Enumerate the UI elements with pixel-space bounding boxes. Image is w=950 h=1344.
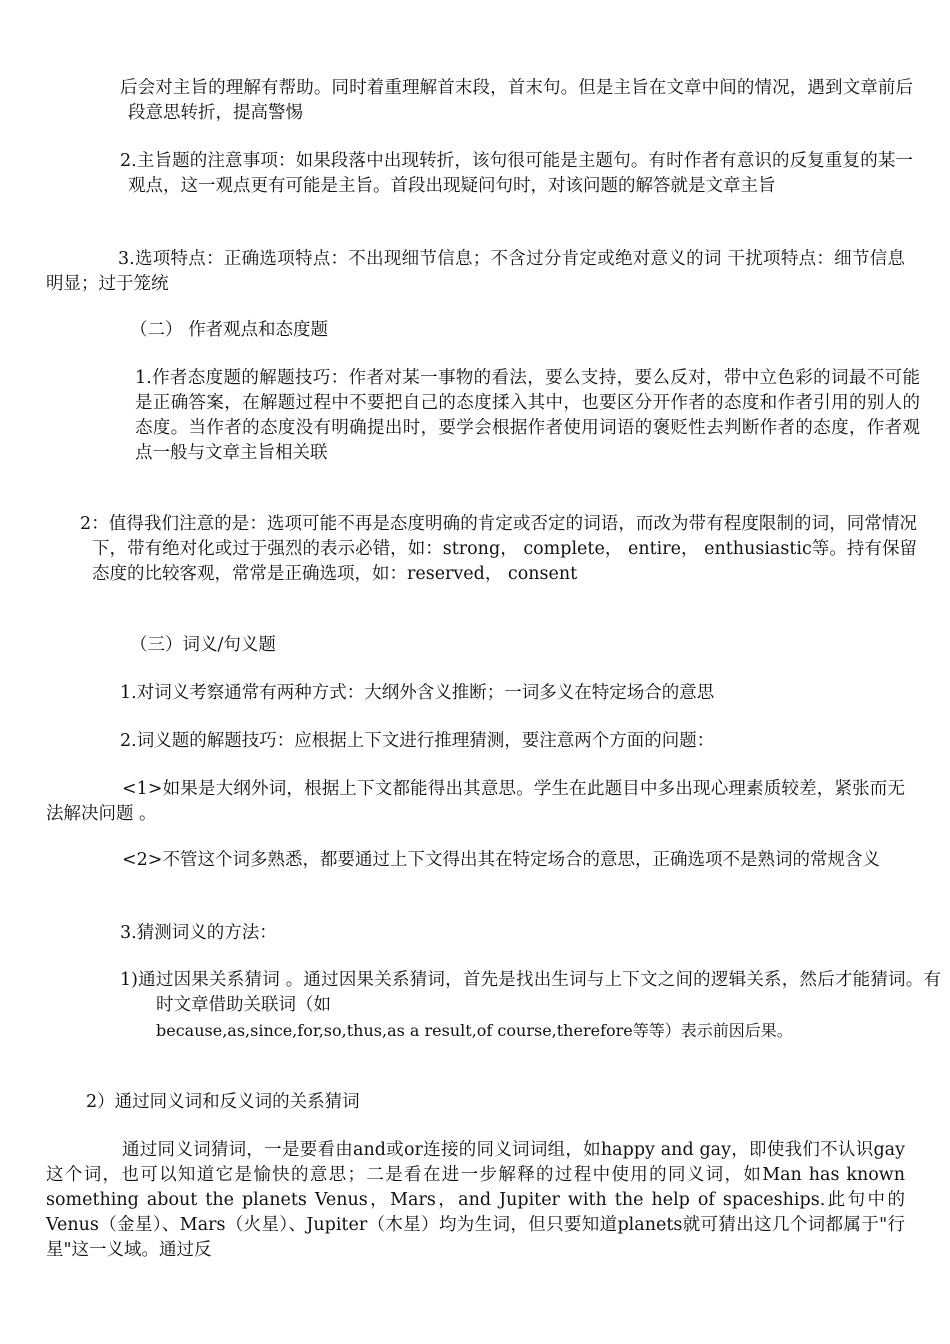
- text: 3.猜测词义的方法：: [120, 923, 277, 943]
- paragraph-synonym-heading: [86, 1090, 905, 1115]
- paragraph-word-meaning-technique: [120, 729, 905, 754]
- section-heading-author-attitude: [120, 318, 915, 343]
- text: 后会对主旨的理解有帮助。同时着重理解首末段，首末句。但是主旨在文章中间的情况，遇到文章前后段意思转折，提高警惕: [120, 78, 913, 123]
- text: （三）词义/句义题: [130, 635, 276, 655]
- text: 通过同义词猜词，一是要看由and或or连接的同义词词组，如happy and gay，即使我们不认识gay这个词，也可以知道它是愉快的意思；二是看在进一步解释的过程中使用的同义词，如Man has known something about the planets Venus，Mars，and Jupiter with the help of spaceships.此句中的Venus（金星）、Mars（火星）、Jupiter（木星）均为生词，但只要知道planets就可猜出这几个词都属于"行星"这一义域。通过反: [46, 1140, 905, 1260]
- text: because,as,since,for,so,thus,as a result,of course,therefore等等）表示前因后果。: [156, 1021, 793, 1040]
- paragraph-word-meaning-ways: [120, 681, 905, 706]
- section-heading-word-meaning: [120, 633, 915, 658]
- paragraph-attitude-notes: [80, 512, 917, 587]
- paragraph-note-2: [46, 848, 905, 873]
- paragraph-note-1: [46, 777, 905, 827]
- text: （二） 作者观点和态度题: [130, 320, 329, 340]
- paragraph-guess-methods: [120, 921, 905, 946]
- text: <2>不管这个词多熟悉，都要通过上下文得出其在特定场合的意思，正确选项不是熟词的常规含义: [122, 850, 880, 870]
- paragraph-synonym-body: [46, 1138, 905, 1263]
- text: 1)通过因果关系猜词 。通过因果关系猜词，首先是找出生词与上下文之间的逻辑关系，然后才能猜词。有时文章借助关联词（如: [120, 970, 941, 1015]
- text: 2.词义题的解题技巧：应根据上下文进行推理猜测，要注意两个方面的问题：: [120, 731, 715, 751]
- text: 2.主旨题的注意事项：如果段落中出现转折，该句很可能是主题句。有时作者有意识的反复重复的某一观点，这一观点更有可能是主旨。首段出现疑问句时，对该问题的解答就是文章主旨: [120, 151, 913, 196]
- text: 3.选项特点：正确选项特点：不出现细节信息；不含过分肯定或绝对意义的词 干扰项特点：细节信息明显；过于笼统: [46, 249, 905, 294]
- text: 2：值得我们注意的是：选项可能不再是态度明确的肯定或否定的词语，而改为带有程度限制的词，同常情况下，带有绝对化或过于强烈的表示必错，如：strong， complete， entire， enthusiastic等。持有保留态度的比较客观，常常是正确选项，如：reserved， consent: [80, 514, 917, 584]
- text: 1.作者态度题的解题技巧：作者对某一事物的看法，要么支持，要么反对，带中立色彩的词最不可能是正确答案，在解题过程中不要把自己的态度揉入其中，也要区分开作者的态度和作者引用的别人的态度。当作者的态度没有明确提出时，要学会根据作者使用词语的褒贬性去判断作者的态度，作者观点一般与文章主旨相关联: [135, 368, 920, 463]
- text: <1>如果是大纲外词，根据上下文都能得出其意思。学生在此题目中多出现心理素质较差，紧张而无法解决问题 。: [46, 779, 905, 824]
- paragraph-main-idea-tail: [120, 76, 913, 126]
- text: 2）通过同义词和反义词的关系猜词: [86, 1092, 360, 1112]
- paragraph-main-idea-notes: [120, 149, 913, 199]
- paragraph-attitude-technique: [120, 366, 920, 466]
- paragraph-cause-effect: [120, 968, 941, 1044]
- text: 1.对词义考察通常有两种方式：大纲外含义推断；一词多义在特定场合的意思: [120, 683, 715, 703]
- paragraph-option-features: [46, 247, 905, 297]
